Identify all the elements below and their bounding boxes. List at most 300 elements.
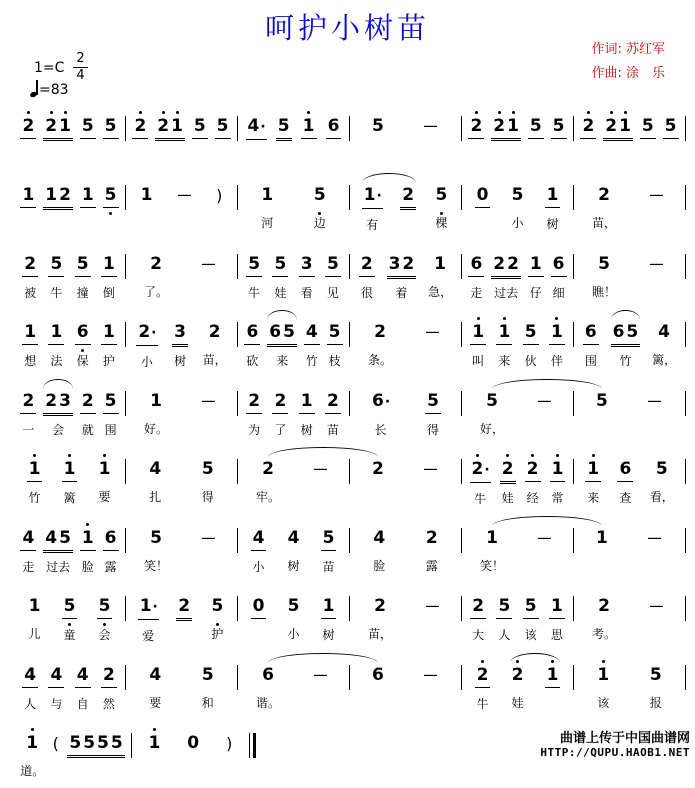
slur-arc [611, 310, 641, 320]
note-unit [192, 116, 208, 162]
note-digit: 1 [498, 322, 511, 342]
note-digit: 1 [24, 322, 37, 342]
note-digit: 2 [248, 391, 261, 411]
note-unit [304, 322, 320, 368]
note-unit [259, 185, 275, 230]
note-digit: 5 [529, 116, 542, 136]
note [475, 185, 491, 208]
measure [14, 103, 125, 162]
score-line [14, 583, 686, 643]
note-unit [276, 116, 292, 162]
note-digit: 1 [550, 596, 563, 616]
measure [462, 103, 573, 162]
note-unit [97, 596, 113, 642]
note-unit [310, 665, 331, 710]
note [62, 596, 78, 619]
lyric: 考。 [591, 627, 616, 641]
note-digit: 5 [150, 528, 162, 548]
lyric: 叫 [472, 354, 485, 368]
note-unit [425, 391, 441, 437]
note-unit [325, 254, 341, 300]
note-unit [43, 528, 73, 574]
note-digit: 6 [612, 322, 625, 342]
note-unit [646, 596, 667, 641]
dash-note: — [425, 322, 440, 342]
note-unit [215, 116, 231, 162]
note [596, 185, 612, 207]
lyric: 小 [287, 627, 300, 641]
note [251, 596, 267, 619]
lyric: 过去 [494, 286, 519, 300]
note [260, 665, 276, 687]
note [370, 116, 386, 138]
note [67, 733, 124, 756]
note [470, 596, 486, 619]
note [400, 185, 416, 208]
dot-after: · [384, 394, 391, 410]
note-unit [491, 116, 521, 162]
note [27, 459, 43, 482]
note [132, 116, 148, 139]
note [272, 254, 288, 277]
note [22, 665, 38, 688]
note-unit [646, 185, 667, 230]
note-digit: 6 [76, 322, 89, 342]
lyric: 来 [276, 354, 289, 368]
lyric: 竹 [28, 491, 41, 505]
note [422, 322, 443, 344]
note-digit: 5 [626, 322, 639, 342]
note [525, 459, 541, 482]
note-digit: 2 [150, 254, 162, 274]
score-line [14, 241, 686, 300]
note-digit: 1 [486, 528, 498, 548]
note-digit: 2 [24, 254, 37, 274]
note-unit [103, 116, 119, 162]
note-digit: 2 [178, 596, 191, 616]
note-unit [327, 322, 343, 368]
note-unit [75, 322, 91, 368]
measure [14, 720, 131, 779]
note-digit: 2 [605, 116, 618, 136]
note-digit: 6 [246, 322, 259, 342]
note-unit [43, 116, 73, 162]
note [172, 322, 188, 345]
note-digit: 2 [274, 391, 287, 411]
note-unit [592, 185, 616, 230]
note [103, 116, 119, 139]
dot-after: · [151, 325, 157, 341]
note-digit: 1 [546, 665, 559, 685]
note [20, 528, 36, 551]
note-digit: 5 [328, 322, 341, 342]
note [48, 665, 64, 688]
note-digit: 6 [104, 528, 117, 548]
score-line [14, 652, 686, 711]
barline [685, 528, 686, 553]
score-line [14, 720, 256, 779]
note [101, 322, 117, 345]
note-unit [251, 528, 267, 574]
note-digit: 5 [655, 459, 668, 479]
lyric: 大 [472, 628, 485, 642]
barline [685, 391, 686, 416]
note [80, 391, 96, 414]
lyric: 看， [649, 490, 674, 504]
note [595, 665, 611, 687]
lyric: 就 [81, 423, 94, 437]
note-digit: 2 [598, 185, 610, 205]
note-digit: 4 [658, 322, 670, 342]
note-unit [549, 596, 565, 642]
dash-note: — [649, 185, 664, 205]
note-digit: 3 [388, 254, 401, 274]
note-unit [648, 665, 664, 710]
measure [14, 241, 125, 300]
note-digit: 5 [596, 391, 608, 411]
song-title: 呵护小树苗 [264, 13, 430, 45]
measure [238, 172, 349, 230]
note-digit: 5 [274, 254, 287, 274]
note-digit: 3 [300, 254, 313, 274]
note-unit [27, 596, 43, 641]
lyric: 要 [98, 490, 111, 504]
score [14, 103, 686, 788]
lyric: 树 [546, 217, 559, 231]
lyric: 笑！ [143, 559, 168, 573]
lyric: 保 [76, 354, 89, 368]
note-unit [51, 733, 61, 779]
note [48, 322, 64, 345]
lyric: 瞧！ [591, 285, 616, 299]
note [580, 116, 596, 139]
note-digit: 5 [98, 596, 111, 616]
lyric: 苗， [591, 216, 616, 230]
note [304, 322, 320, 345]
note-digit: 6 [470, 254, 483, 274]
note-digit: 5 [81, 116, 94, 136]
note-unit [22, 254, 38, 300]
lyric: 树 [322, 628, 335, 642]
lyric: 与 [50, 697, 63, 711]
note-digit: 5 [524, 322, 537, 342]
lyric: 查 [619, 491, 632, 505]
note-unit [310, 459, 331, 504]
note-unit [370, 391, 391, 437]
note [545, 665, 561, 688]
lyric: 娃 [501, 491, 514, 505]
dash-note: — [425, 596, 440, 616]
note-unit [75, 254, 91, 300]
note [484, 528, 500, 550]
lyric: 了 [274, 423, 287, 437]
note-digit: 6 [372, 665, 384, 685]
note-digit: 1 [587, 459, 600, 479]
note-digit: 5 [427, 391, 439, 411]
lyric: 谐。 [255, 696, 280, 710]
note-unit [580, 116, 596, 162]
lyric: 看 [300, 286, 313, 300]
note-digit: 2 [470, 116, 483, 136]
measure [574, 103, 685, 162]
note [224, 733, 234, 756]
note-digit: 5 [664, 116, 677, 136]
note-unit [97, 459, 113, 504]
note [251, 528, 267, 551]
note [325, 391, 341, 414]
measure [574, 172, 685, 230]
measure [126, 309, 237, 369]
dash-note: — [201, 391, 216, 411]
note-unit [20, 185, 36, 231]
lyric: 篱， [652, 353, 677, 367]
measure [126, 652, 237, 710]
note-unit [496, 322, 512, 368]
measure [350, 309, 461, 367]
lyric: 脸 [373, 559, 386, 573]
credits [591, 38, 665, 86]
dash-note: — [649, 254, 664, 274]
measure [126, 172, 237, 231]
note-unit [646, 254, 667, 299]
lyric: 常 [551, 491, 564, 505]
measure [462, 309, 573, 368]
note-digit: 2 [476, 665, 489, 685]
note-digit: 2 [360, 254, 373, 274]
note [260, 459, 276, 481]
note-digit: 5 [211, 596, 224, 616]
note [286, 528, 302, 550]
note [244, 322, 260, 345]
note-digit: 4 [305, 322, 318, 342]
lyric: 然 [102, 697, 115, 711]
note-digit: 6 [371, 391, 384, 411]
measure [350, 378, 461, 437]
note [101, 254, 117, 277]
note [496, 322, 512, 345]
note-digit: 2 [582, 116, 595, 136]
note-unit [428, 254, 452, 299]
note [97, 596, 113, 619]
note-unit [136, 322, 157, 369]
lyric: 扎 [149, 490, 162, 504]
note-digit: 3 [174, 322, 186, 342]
measure [126, 583, 237, 643]
lyric: 苗， [202, 353, 227, 367]
note [20, 185, 36, 208]
lyric: 人 [24, 697, 37, 711]
note [370, 391, 391, 414]
lyric: 被 [24, 286, 37, 300]
note-unit [256, 665, 280, 710]
lyric: 竹 [305, 354, 318, 368]
measure [132, 720, 249, 779]
note [528, 116, 544, 139]
note-unit [611, 322, 641, 368]
note [663, 116, 679, 139]
lyric: 想 [24, 354, 37, 368]
note-unit [368, 322, 392, 367]
note-unit [272, 391, 288, 437]
note-unit [595, 665, 611, 710]
note-unit [592, 596, 616, 641]
score-line [14, 446, 686, 506]
measure [238, 241, 349, 300]
barline [685, 665, 686, 690]
note-unit [422, 596, 443, 641]
note-digit: 1 [28, 596, 41, 616]
note-digit: 2 [59, 185, 71, 205]
lyric: 童 [63, 628, 76, 642]
note [420, 665, 441, 687]
note [422, 596, 443, 618]
note-digit: 1 [507, 116, 519, 136]
note-unit [155, 116, 185, 162]
note-unit [470, 596, 486, 642]
note-digit: 5 [59, 528, 71, 548]
final-barline [249, 733, 256, 758]
note-unit [209, 596, 225, 641]
note-unit [528, 116, 544, 162]
note [425, 391, 441, 414]
dash-note: — [177, 185, 192, 205]
score-line [14, 172, 686, 232]
note [80, 528, 96, 551]
slur-arc [362, 173, 416, 183]
lyric: 树 [174, 354, 187, 368]
note-digit: 6 [269, 322, 282, 342]
measure [14, 583, 125, 642]
lyric: 小 [252, 560, 265, 574]
dash-note: — [313, 665, 328, 685]
note-unit [299, 254, 315, 300]
note [174, 185, 195, 207]
note [371, 528, 387, 550]
note-unit [301, 116, 317, 162]
note [359, 254, 375, 277]
note-unit [43, 391, 73, 437]
note [321, 528, 337, 551]
note [20, 391, 36, 414]
note-unit [585, 459, 601, 505]
note-digit: 2 [472, 596, 485, 616]
note [22, 254, 38, 277]
lyric: 人 [498, 628, 511, 642]
measure [462, 241, 573, 300]
note [101, 665, 117, 688]
measure [126, 515, 237, 573]
note-unit [640, 116, 656, 162]
note [80, 185, 96, 208]
note-unit [510, 665, 526, 710]
note-digit: 0 [252, 596, 265, 616]
lyric: 树 [300, 423, 313, 437]
lyric: 围 [584, 354, 597, 368]
note-unit [62, 596, 78, 642]
tempo-value: =83 [39, 82, 69, 98]
note-digit: 5 [248, 254, 261, 274]
note-unit [138, 596, 159, 643]
note [491, 116, 521, 139]
measure [574, 446, 685, 505]
lyric: 一 [22, 423, 35, 437]
note-digit: 1 [546, 185, 559, 205]
composer-credit: 作曲: 涂 乐 [591, 66, 665, 81]
note-unit [510, 185, 526, 230]
note [432, 254, 448, 276]
note-unit [480, 391, 504, 436]
note-digit: 2 [138, 322, 151, 342]
note-unit [420, 665, 441, 710]
note-unit [144, 528, 168, 573]
lyric: 牛 [248, 286, 261, 300]
note [155, 116, 185, 139]
note [139, 185, 155, 207]
note [103, 185, 119, 208]
note [644, 528, 665, 550]
note [310, 459, 331, 481]
note-digit: 1 [102, 254, 115, 274]
note [20, 116, 36, 139]
note-digit: 1 [261, 185, 274, 205]
note-unit [400, 185, 416, 231]
note-digit: 2 [507, 254, 519, 274]
note-digit: 2 [22, 116, 35, 136]
note [51, 733, 61, 756]
note-unit [20, 391, 36, 437]
lyric: 娃 [511, 696, 524, 710]
lyric: 儿 [28, 627, 41, 641]
note-unit [20, 528, 36, 574]
note-digit: 2 [374, 322, 386, 342]
note [24, 733, 40, 755]
dash-note: — [201, 254, 216, 274]
note-unit [534, 528, 555, 573]
note-digit: 6 [584, 322, 597, 342]
lyric: 该 [524, 628, 537, 642]
note [370, 665, 386, 687]
lyric: 边 [313, 216, 326, 230]
note [551, 254, 567, 277]
note-unit [470, 322, 486, 368]
note-digit: 1 [50, 322, 63, 342]
note-unit [534, 391, 555, 436]
note-unit [203, 322, 227, 367]
note-digit: 5 [104, 391, 117, 411]
note [550, 459, 566, 482]
note [491, 254, 521, 277]
note-unit [370, 665, 386, 710]
note [646, 185, 667, 207]
note-unit [198, 528, 219, 573]
note [545, 185, 561, 208]
note-digit: 2 [374, 596, 386, 616]
note [594, 528, 610, 550]
note-unit [545, 665, 561, 711]
note [528, 254, 544, 277]
lyric: 得 [201, 490, 214, 504]
note [43, 528, 73, 551]
note-unit [545, 185, 561, 231]
note-unit [246, 391, 262, 437]
note-unit [198, 391, 219, 436]
lyric: 细 [552, 286, 565, 300]
note [470, 322, 486, 345]
dot-after: · [152, 599, 158, 615]
note-unit [326, 116, 342, 162]
lyric: 枝 [328, 354, 341, 368]
note-digit: 5 [83, 733, 96, 753]
